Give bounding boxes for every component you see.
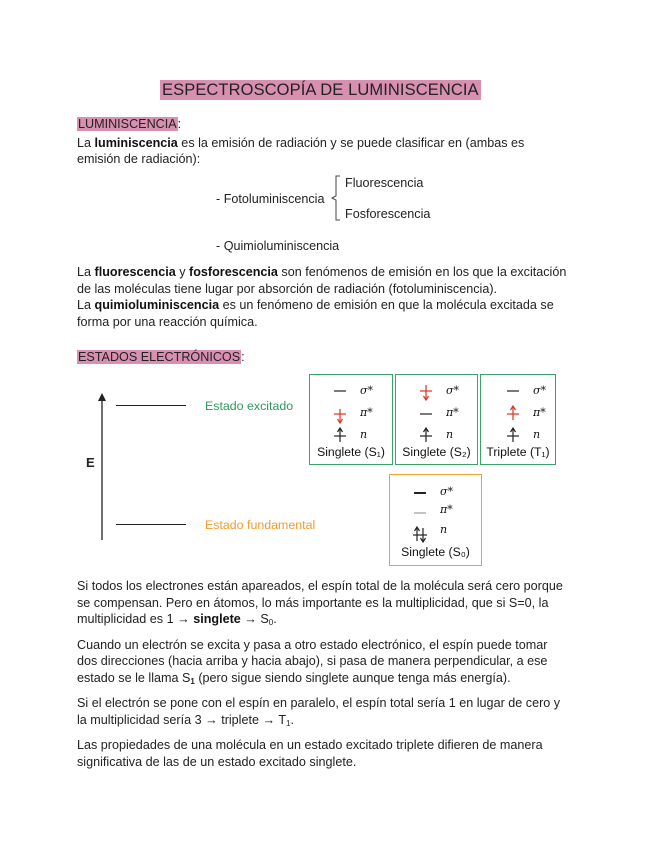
orbital-n-label: n bbox=[360, 428, 368, 441]
orbital-pi-label: π* bbox=[446, 406, 459, 419]
text: . bbox=[273, 612, 277, 626]
definitions bbox=[77, 264, 582, 330]
text: se compensan. Pero en átomos, lo más importante es la multiplicidad, que si S=0, la bbox=[77, 595, 549, 610]
state-box-t1 bbox=[480, 374, 556, 465]
section-estados bbox=[77, 349, 582, 366]
subscript: 0 bbox=[268, 618, 274, 627]
orbital-sigma-label: σ* bbox=[440, 485, 454, 498]
body-text bbox=[77, 578, 582, 770]
paragraph bbox=[77, 578, 582, 632]
state-label-s2: Singlete (S₂) bbox=[402, 445, 471, 459]
paragraph bbox=[77, 637, 582, 691]
text: la multiplicidad sería 3 → triplete → T bbox=[77, 712, 287, 727]
text: Las propiedades de una molécula en un estado excitado triplete difieren de manera bbox=[77, 738, 543, 752]
page-title: ESPECTROSCOPÍA DE LUMINISCENCIA bbox=[162, 81, 479, 99]
text: multiplicidad es 1 → bbox=[77, 612, 194, 626]
state-label-s1: Singlete (S₁) bbox=[317, 445, 385, 459]
excited-level-line bbox=[116, 405, 186, 406]
text: . bbox=[290, 712, 294, 727]
class-fotoluminiscencia: - Fotoluminiscencia bbox=[216, 192, 325, 206]
ground-level-line bbox=[116, 524, 186, 525]
energy-axis-label: E bbox=[86, 455, 95, 470]
bold-term: singlete bbox=[193, 612, 241, 626]
orbital-pi-label: π* bbox=[533, 406, 546, 419]
class-quimioluminiscencia: - Quimioluminiscencia bbox=[216, 239, 340, 253]
brace-icon bbox=[328, 174, 344, 222]
energy-axis-arrow-icon bbox=[96, 392, 108, 542]
state-box-s0 bbox=[389, 474, 482, 566]
heading-colon: : bbox=[241, 350, 245, 364]
orbital-diagram-s0 bbox=[410, 481, 436, 543]
heading-colon: : bbox=[177, 117, 182, 131]
bold-term: fosforescencia bbox=[189, 265, 278, 279]
section-heading: LUMINISCENCIA bbox=[78, 117, 177, 131]
subscript: 1 bbox=[190, 676, 195, 686]
orbital-pi-label: π* bbox=[440, 503, 453, 516]
text: es la emisión de radiación y se puede clasificar en (ambas es bbox=[177, 135, 525, 150]
orbital-diagram-s2 bbox=[416, 381, 440, 443]
text: dos direcciones (hacia arriba y hacia abajo), si pasa de manera perpendicular, a ese bbox=[77, 654, 548, 668]
text: (pero sigue siendo singlete aunque tenga más energía). bbox=[194, 670, 511, 685]
orbital-diagram-s1 bbox=[330, 381, 354, 443]
state-box-s2 bbox=[395, 374, 478, 465]
orbital-pi-label: π* bbox=[360, 406, 373, 419]
text: Cuando un electrón se excita y pasa a otro estado electrónico, el espín puede tomar bbox=[77, 637, 548, 652]
text: es un fenómeno de emisión en que la molécula excitada se bbox=[219, 298, 554, 312]
orbital-sigma-label: σ* bbox=[446, 384, 460, 397]
text: significativa de las de un estado excitado singlete. bbox=[77, 754, 357, 769]
text: de las moléculas tiene lugar por absorción de radiación (fotoluminiscencia). bbox=[77, 281, 498, 296]
ground-state-label: Estado fundamental bbox=[205, 518, 316, 532]
section-heading: ESTADOS ELECTRÓNICOS bbox=[78, 350, 241, 364]
orbital-sigma-label: σ* bbox=[533, 384, 547, 397]
state-label-s0: Singlete (S₀) bbox=[401, 545, 470, 559]
class-fosforescencia: Fosforescencia bbox=[345, 207, 431, 221]
orbital-n-label: n bbox=[533, 428, 541, 441]
text: forma por una reacción química. bbox=[77, 314, 258, 329]
text: son fenómenos de emisión en los que la excitación bbox=[277, 265, 567, 279]
text: Si todos los electrones están apareados, el espín total de la molécula será cero porque bbox=[77, 579, 563, 593]
excited-state-label: Estado excitado bbox=[205, 399, 294, 413]
class-fluorescencia: Fluorescencia bbox=[345, 176, 424, 190]
text: Si el electrón se pone con el espín en paralelo, el espín total sería 1 en lugar de cero y bbox=[77, 696, 561, 710]
subscript: 1 bbox=[286, 718, 291, 728]
orbital-n-label: n bbox=[446, 428, 454, 441]
bold-term: luminiscencia bbox=[94, 135, 178, 150]
text: La bbox=[77, 135, 95, 150]
bold-term: quimioluminiscencia bbox=[94, 298, 220, 312]
text: La bbox=[77, 298, 95, 312]
section-luminiscencia bbox=[77, 116, 582, 168]
text: estado se le llama S bbox=[77, 670, 191, 685]
orbital-sigma-label: σ* bbox=[360, 384, 374, 397]
text: emisión de radiación): bbox=[77, 152, 201, 166]
text: → S bbox=[240, 612, 269, 626]
text: La bbox=[77, 265, 95, 279]
orbital-diagram-t1 bbox=[503, 381, 527, 443]
paragraph bbox=[77, 737, 582, 770]
bold-term: fluorescencia bbox=[94, 265, 176, 279]
text: y bbox=[175, 265, 190, 279]
state-label-t1: Triplete (T₁) bbox=[486, 445, 550, 459]
orbital-n-label: n bbox=[440, 523, 448, 536]
paragraph bbox=[77, 695, 582, 732]
state-box-s1 bbox=[309, 374, 393, 465]
